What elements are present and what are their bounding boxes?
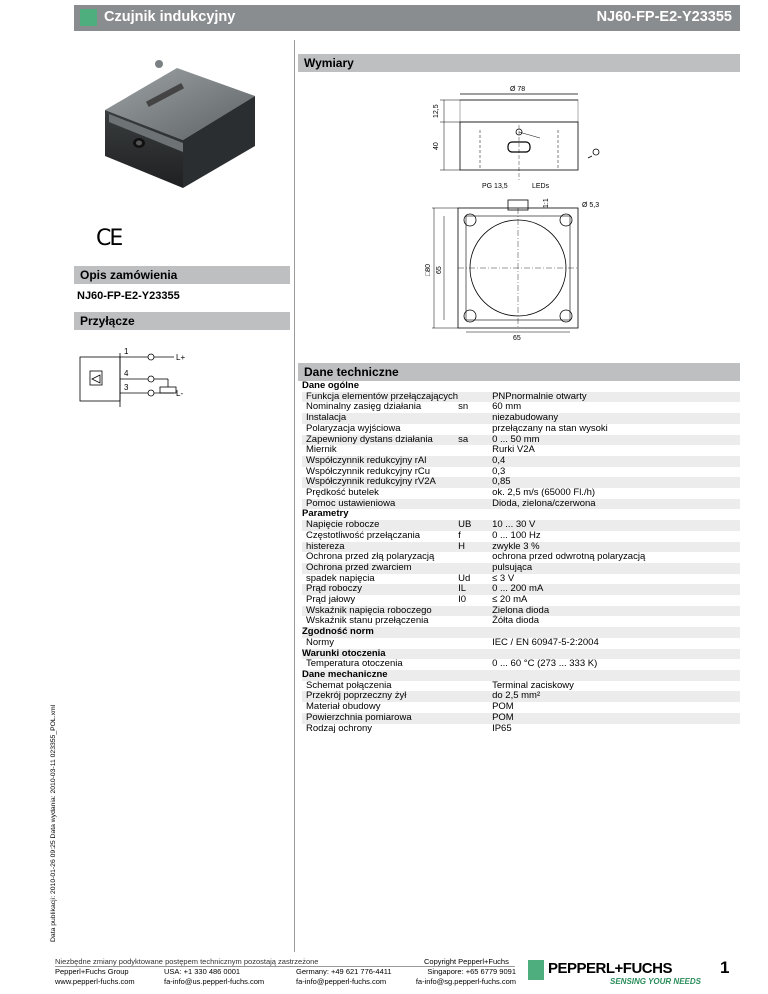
header-bar (74, 5, 740, 31)
dim-h65: 65 (513, 335, 521, 340)
label-lplus: L+ (176, 353, 186, 362)
model-title: NJ60-FP-E2-Y23355 (596, 9, 732, 25)
order-code: NJ60-FP-E2-Y23355 (77, 290, 180, 302)
tech-value: ≤ 3 V (492, 572, 515, 584)
tech-symbol: UB (458, 520, 488, 531)
tech-param: Prąd roboczy (302, 584, 458, 595)
tech-param: Współczynnik redukcyjny rV2A (302, 477, 458, 488)
footer-website-link[interactable]: www.pepperl-fuchs.com (55, 976, 135, 986)
tech-value: Rurki V2A (492, 444, 535, 456)
wiring-diagram (74, 345, 284, 415)
tech-row (302, 724, 740, 735)
brand-square-icon (80, 9, 97, 26)
tech-param: Prędkość butelek (306, 487, 379, 499)
tech-symbol (458, 659, 488, 670)
tech-value: Żółta dioda (492, 615, 540, 627)
tech-param: Zgodność norm (302, 627, 458, 638)
footer-sg-email[interactable]: fa-info@sg.pepperl-fuchs.com (415, 976, 516, 986)
dim-v11: 1:1 (543, 198, 550, 208)
tech-symbol: H (458, 542, 488, 553)
tech-symbol (458, 606, 488, 617)
column-divider (294, 40, 295, 952)
tech-param: Powierzchnia pomiarowa (302, 713, 458, 724)
tech-symbol: IL (458, 584, 488, 595)
tech-symbol: Ud (458, 572, 471, 584)
tech-value: 0 ... 60 °C (273 ... 333 K) (492, 658, 598, 670)
label-lminus: L- (176, 389, 184, 398)
tech-table (302, 381, 740, 734)
tech-symbol (458, 381, 488, 392)
tech-value: IP65 (492, 722, 512, 734)
section-tech: Dane techniczne (298, 363, 740, 381)
brand-logo: PEPPERL+FUCHS (548, 960, 672, 977)
tech-value: Zielona dioda (488, 606, 740, 617)
tech-param: histereza (302, 542, 458, 553)
page-title: Czujnik indukcyjny (104, 9, 236, 25)
page-number: 1 (720, 958, 730, 977)
footer-col-singapore (410, 967, 516, 986)
tech-symbol: I0 (458, 594, 467, 606)
tech-param: Normy (306, 636, 334, 648)
tech-symbol (458, 552, 488, 563)
footer-note: Niezbędne zmiany podyktowane postępem technicznym pozostają zastrzeżone (55, 957, 319, 966)
tech-value: POM (492, 701, 514, 713)
dim-d78: Ø 78 (510, 86, 526, 93)
led-symbol-icon (588, 149, 599, 158)
tech-param: Materiał obudowy (306, 701, 381, 713)
pin-3: 3 (124, 383, 129, 392)
tech-row (302, 531, 740, 542)
tech-symbol: sn (458, 401, 469, 413)
tech-param: spadek napięcia (306, 572, 375, 584)
tech-row (302, 713, 740, 724)
tech-value: 0,4 (488, 456, 740, 467)
tech-value: PNPnormalnie otwarty (488, 392, 740, 403)
tech-param: Prąd jałowy (306, 594, 356, 606)
tech-symbol (458, 649, 488, 660)
tech-param: Rodzaj ochrony (306, 722, 373, 734)
tech-symbol (458, 488, 488, 499)
tech-symbol (458, 499, 488, 510)
tech-param: Nominalny zasięg działania (306, 401, 422, 413)
tech-param: Dane mechaniczne (302, 670, 458, 681)
tech-symbol (458, 638, 488, 649)
tech-symbol: f (458, 529, 461, 541)
section-order: Opis zamówienia (74, 266, 290, 284)
tech-value: 0 ... 100 Hz (492, 529, 541, 541)
dim-h125: 12,5 (433, 104, 440, 118)
tech-param: Wskaźnik napięcia roboczego (302, 606, 458, 617)
tech-value: Terminal zaciskowy (492, 679, 574, 691)
tech-param: Temperatura otoczenia (306, 658, 403, 670)
tech-row (302, 424, 740, 435)
tech-value: przełączany na stan wysoki (492, 422, 608, 434)
dim-v65: 65 (436, 266, 443, 274)
product-photo (95, 48, 275, 198)
tech-symbol (458, 477, 488, 488)
tech-value: zwykle 3 % (488, 542, 740, 553)
tech-symbol (458, 681, 488, 692)
footer-col-group (55, 967, 135, 986)
tech-symbol (458, 413, 488, 424)
footer-col-germany (296, 967, 392, 986)
tech-param: Schemat połączenia (306, 679, 392, 691)
dim-h40: 40 (433, 142, 440, 150)
section-dims: Wymiary (298, 54, 740, 72)
tech-param: Funkcja elementów przełączających (302, 392, 458, 403)
footer-usa-phone: USA: +1 330 486 0001 (164, 967, 241, 976)
tech-param: Współczynnik redukcyjny rCu (306, 465, 431, 477)
tech-row (302, 638, 740, 649)
dim-pg: PG 13,5 (482, 183, 508, 190)
dim-leds: LEDs (532, 183, 550, 190)
dimension-drawing (420, 80, 620, 340)
footer-group-name: Pepperl+Fuchs Group (55, 967, 129, 976)
tech-symbol: sa (458, 435, 488, 446)
tech-symbol (458, 670, 488, 681)
tech-param: Współczynnik redukcyjny rAl (302, 456, 458, 467)
footer-de-email[interactable]: fa-info@pepperl-fuchs.com (296, 976, 387, 986)
section-connection: Przyłącze (74, 312, 290, 330)
ce-mark: CE (96, 226, 122, 251)
tech-param: Instalacja (302, 413, 458, 424)
tech-param: Ochrona przed zwarciem (302, 563, 458, 574)
footer-usa-email[interactable]: fa-info@us.pepperl-fuchs.com (164, 976, 265, 986)
footer-col-usa (164, 967, 264, 986)
dim-sq80: □80 (425, 263, 432, 276)
tech-value: 0,85 (488, 477, 740, 488)
tech-symbol (458, 424, 488, 435)
tech-value: 0,3 (492, 465, 506, 477)
tech-row (302, 499, 740, 510)
tech-value: 0 ... 50 mm (488, 435, 740, 446)
tech-value: 10 ... 30 V (488, 520, 740, 531)
tech-param: Pomoc ustawieniowa (302, 499, 458, 510)
footer-sg-phone: Singapore: +65 6779 9091 (427, 967, 516, 976)
tech-symbol (458, 724, 488, 735)
tech-symbol (458, 691, 488, 702)
tech-value: pulsująca (488, 563, 740, 574)
tech-symbol (458, 627, 488, 638)
pin-1: 1 (124, 347, 129, 356)
tech-param: Polaryzacja wyjściowa (306, 422, 401, 434)
tech-value: IEC / EN 60947-5-2:2004 (492, 636, 599, 648)
tech-param: Miernik (306, 444, 337, 456)
tech-param: Parametry (302, 508, 349, 520)
tech-param: Wskaźnik stanu przełączenia (306, 615, 429, 627)
tech-value: 0 ... 200 mA (488, 584, 740, 595)
tech-value: ok. 2,5 m/s (65000 Fl./h) (492, 487, 596, 499)
publication-text: Data publikacji: 2010-01-26 09:25 Data wydania: 2010-03-11 023355_POL.xml (50, 704, 57, 942)
tech-param: Dane ogólne (302, 380, 360, 391)
tech-value: ≤ 20 mA (492, 594, 528, 606)
tech-symbol (458, 616, 488, 627)
tech-value: niezabudowany (488, 413, 740, 424)
tech-symbol (458, 467, 488, 478)
footer-copyright: Copyright Pepperl+Fuchs (424, 957, 509, 966)
tech-symbol (458, 702, 488, 713)
tech-value: 60 mm (492, 401, 522, 413)
tech-value: POM (488, 713, 740, 724)
tech-symbol (458, 713, 488, 724)
tech-value: ochrona przed odwrotną polaryzacją (492, 551, 646, 563)
tech-value: do 2,5 mm² (488, 691, 740, 702)
tech-symbol (458, 445, 488, 456)
dim-d53: Ø 5,3 (582, 202, 600, 209)
tech-param: Częstotliwość przełączania (306, 529, 421, 541)
tech-param: Warunki otoczenia (302, 649, 458, 660)
pin-4: 4 (124, 369, 129, 378)
tech-symbol (458, 456, 488, 467)
footer-de-phone: Germany: +49 621 776-4411 (296, 967, 392, 976)
tech-param: Ochrona przed złą polaryzacją (306, 551, 435, 563)
brand-slogan: SENSING YOUR NEEDS (610, 977, 701, 986)
tech-param: Napięcie robocze (302, 520, 458, 531)
tech-param: Przekrój poprzeczny żył (302, 691, 458, 702)
logo-icon (528, 960, 544, 980)
tech-value: Dioda, zielona/czerwona (488, 499, 740, 510)
tech-param: Zapewniony dystans działania (302, 435, 458, 446)
